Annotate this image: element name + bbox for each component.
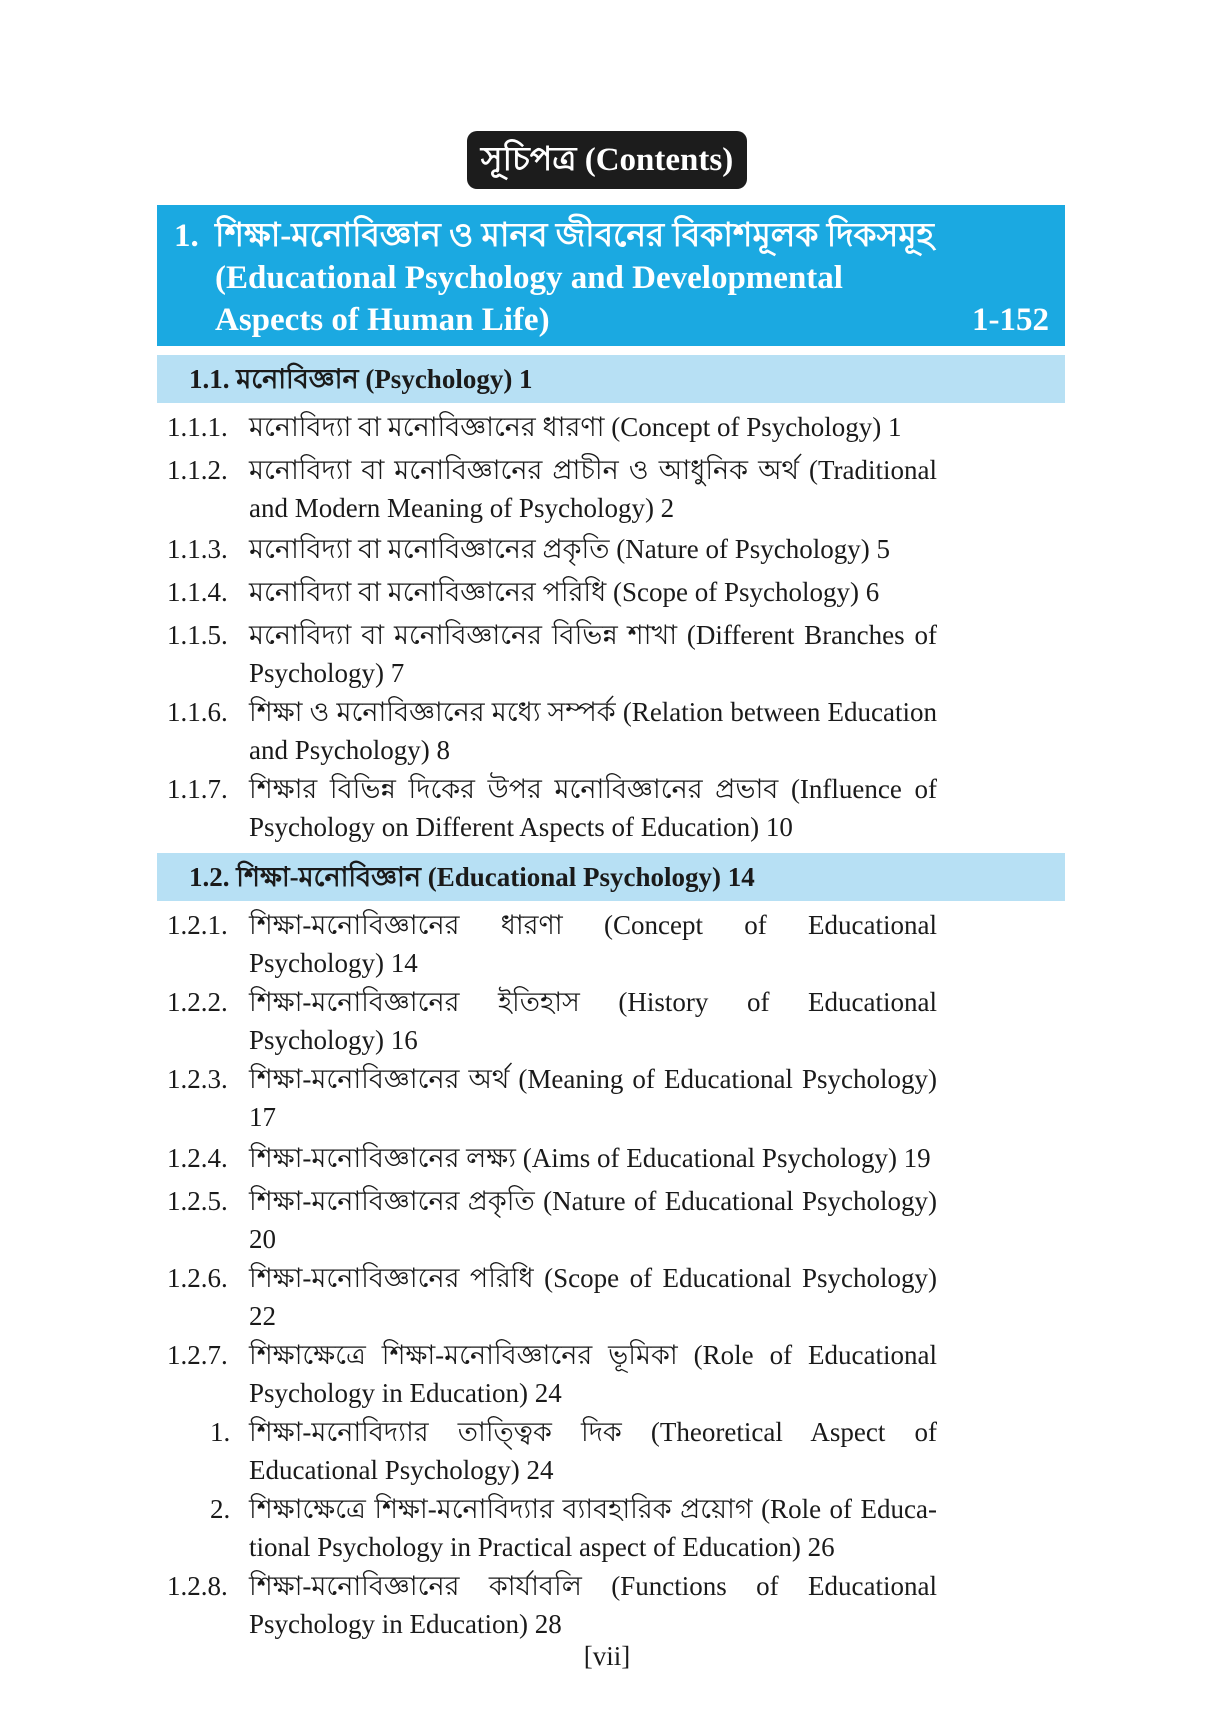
chapter-title-bengali: শিক্ষা-মনোবিজ্ঞান ও মানব জীবনের বিকাশমূলক দিকসমূহ — [215, 218, 935, 254]
entry-text: শিক্ষা-মনোবিজ্ঞানের অর্থ (Meaning of Educational Psychology) 17 — [249, 1064, 937, 1132]
entry-number: 1. — [210, 1417, 231, 1447]
entry-number: 1.1.6. — [167, 697, 228, 727]
toc-entry-1-1-5 — [167, 616, 937, 692]
entry-text: শিক্ষা-মনোবিজ্ঞানের কার্যাবলি (Functions of Educational Psychology in Education) 28 — [249, 1571, 937, 1639]
entry-number: 1.2.5. — [167, 1186, 228, 1216]
toc-entry-1-2-5 — [167, 1182, 937, 1258]
entry-number: 1.1.7. — [167, 774, 228, 804]
toc-entry-1-1-3 — [167, 530, 937, 568]
section-heading-text: 1.1. মনোবিজ্ঞান (Psychology) 1 — [189, 364, 533, 394]
entry-text: শিক্ষা-মনোবিজ্ঞানের প্রকৃতি (Nature of Educational Psychology) 20 — [249, 1186, 937, 1254]
section-heading-text: 1.2. শিক্ষা-মনোবিজ্ঞান (Educational Psychology) 14 — [189, 862, 755, 892]
entry-text: মনোবিদ্যা বা মনোবিজ্ঞানের ধারণা (Concept of Psychology) 1 — [249, 412, 902, 442]
toc-entry-1-1-4 — [167, 573, 937, 611]
section-heading-1-2 — [157, 853, 1065, 901]
toc-entry-1-2-1 — [167, 906, 937, 982]
entry-number: 1.2.2. — [167, 987, 228, 1017]
toc-entry-1-2-6 — [167, 1259, 937, 1335]
entry-text: শিক্ষাক্ষেত্রে শিক্ষা-মনোবিদ্যার ব্যাবহারিক প্রয়োগ (Role of Educa-tional Psychology in Practical aspect of Education) 26 — [249, 1494, 937, 1562]
chapter-page-range: 1-152 — [972, 302, 1049, 338]
entry-text: শিক্ষা-মনোবিজ্ঞানের ধারণা (Concept of Educational Psychology) 14 — [249, 910, 937, 978]
toc-entry-1-2-7 — [167, 1336, 937, 1412]
entry-number: 1.2.3. — [167, 1064, 228, 1094]
entry-number: 1.2.1. — [167, 910, 228, 940]
toc-subentry-1-2-7-2 — [167, 1490, 937, 1566]
toc-entry-1-1-2 — [167, 451, 937, 527]
page-number: [vii] — [583, 1641, 631, 1671]
chapter-title-english-line1: (Educational Psychology and Developmental — [215, 260, 843, 296]
entry-number: 1.1.2. — [167, 455, 228, 485]
toc-entry-1-2-4 — [167, 1139, 987, 1177]
contents-title-wrap — [0, 131, 1214, 189]
toc-entry-1-2-8 — [167, 1567, 937, 1643]
entry-number: 1.2.8. — [167, 1571, 228, 1601]
toc-entry-1-1-7 — [167, 770, 937, 846]
entry-text: শিক্ষা-মনোবিদ্যার তাত্ত্বিক দিক (Theoretical Aspect of Educational Psychology) 24 — [249, 1417, 937, 1485]
entry-number: 1.2.4. — [167, 1143, 228, 1173]
entry-text: শিক্ষা-মনোবিজ্ঞানের লক্ষ্য (Aims of Educational Psychology) 19 — [249, 1143, 931, 1173]
toc-entry-1-2-3 — [167, 1060, 937, 1136]
entry-number: 1.2.6. — [167, 1263, 228, 1293]
entry-text: শিক্ষা-মনোবিজ্ঞানের ইতিহাস (History of Educational Psychology) 16 — [249, 987, 937, 1055]
toc-entry-1-1-1 — [167, 408, 987, 446]
entry-text: মনোবিদ্যা বা মনোবিজ্ঞানের বিভিন্ন শাখা (Different Branches of Psychology) 7 — [249, 620, 937, 688]
chapter-number: 1. — [174, 218, 199, 254]
toc-subentry-1-2-7-1 — [167, 1413, 937, 1489]
entry-number: 1.1.3. — [167, 534, 228, 564]
toc-entry-1-2-2 — [167, 983, 937, 1059]
entry-number: 1.1.1. — [167, 412, 228, 442]
section-heading-1-1 — [157, 355, 1065, 403]
entry-text: শিক্ষা-মনোবিজ্ঞানের পরিধি (Scope of Educational Psychology) 22 — [249, 1263, 937, 1331]
page-title: সূচিপত্র (Contents) — [467, 131, 747, 189]
entry-number: 1.2.7. — [167, 1340, 228, 1370]
entry-number: 2. — [210, 1494, 231, 1524]
entry-text: শিক্ষাক্ষেত্রে শিক্ষা-মনোবিজ্ঞানের ভূমিকা (Role of Educational Psychology in Education) 24 — [249, 1340, 937, 1408]
chapter-title-english-line2: Aspects of Human Life) — [215, 302, 550, 338]
entry-number: 1.1.4. — [167, 577, 228, 607]
entry-text: মনোবিদ্যা বা মনোবিজ্ঞানের প্রাচীন ও আধুনিক অর্থ (Traditional and Modern Meaning of Psychology) 2 — [249, 455, 937, 523]
toc-entry-1-1-6 — [167, 693, 937, 769]
entry-text: শিক্ষা ও মনোবিজ্ঞানের মধ্যে সম্পর্ক (Relation between Education and Psychology) 8 — [249, 697, 937, 765]
chapter-1-banner — [157, 205, 1065, 346]
entry-text: মনোবিদ্যা বা মনোবিজ্ঞানের প্রকৃতি (Nature of Psychology) 5 — [249, 534, 890, 564]
entry-text: মনোবিদ্যা বা মনোবিজ্ঞানের পরিধি (Scope of Psychology) 6 — [249, 577, 880, 607]
entry-number: 1.1.5. — [167, 620, 228, 650]
entry-text: শিক্ষার বিভিন্ন দিকের উপর মনোবিজ্ঞানের প্রভাব (Influence of Psychology on Different Aspects of Education) 10 — [249, 774, 937, 842]
